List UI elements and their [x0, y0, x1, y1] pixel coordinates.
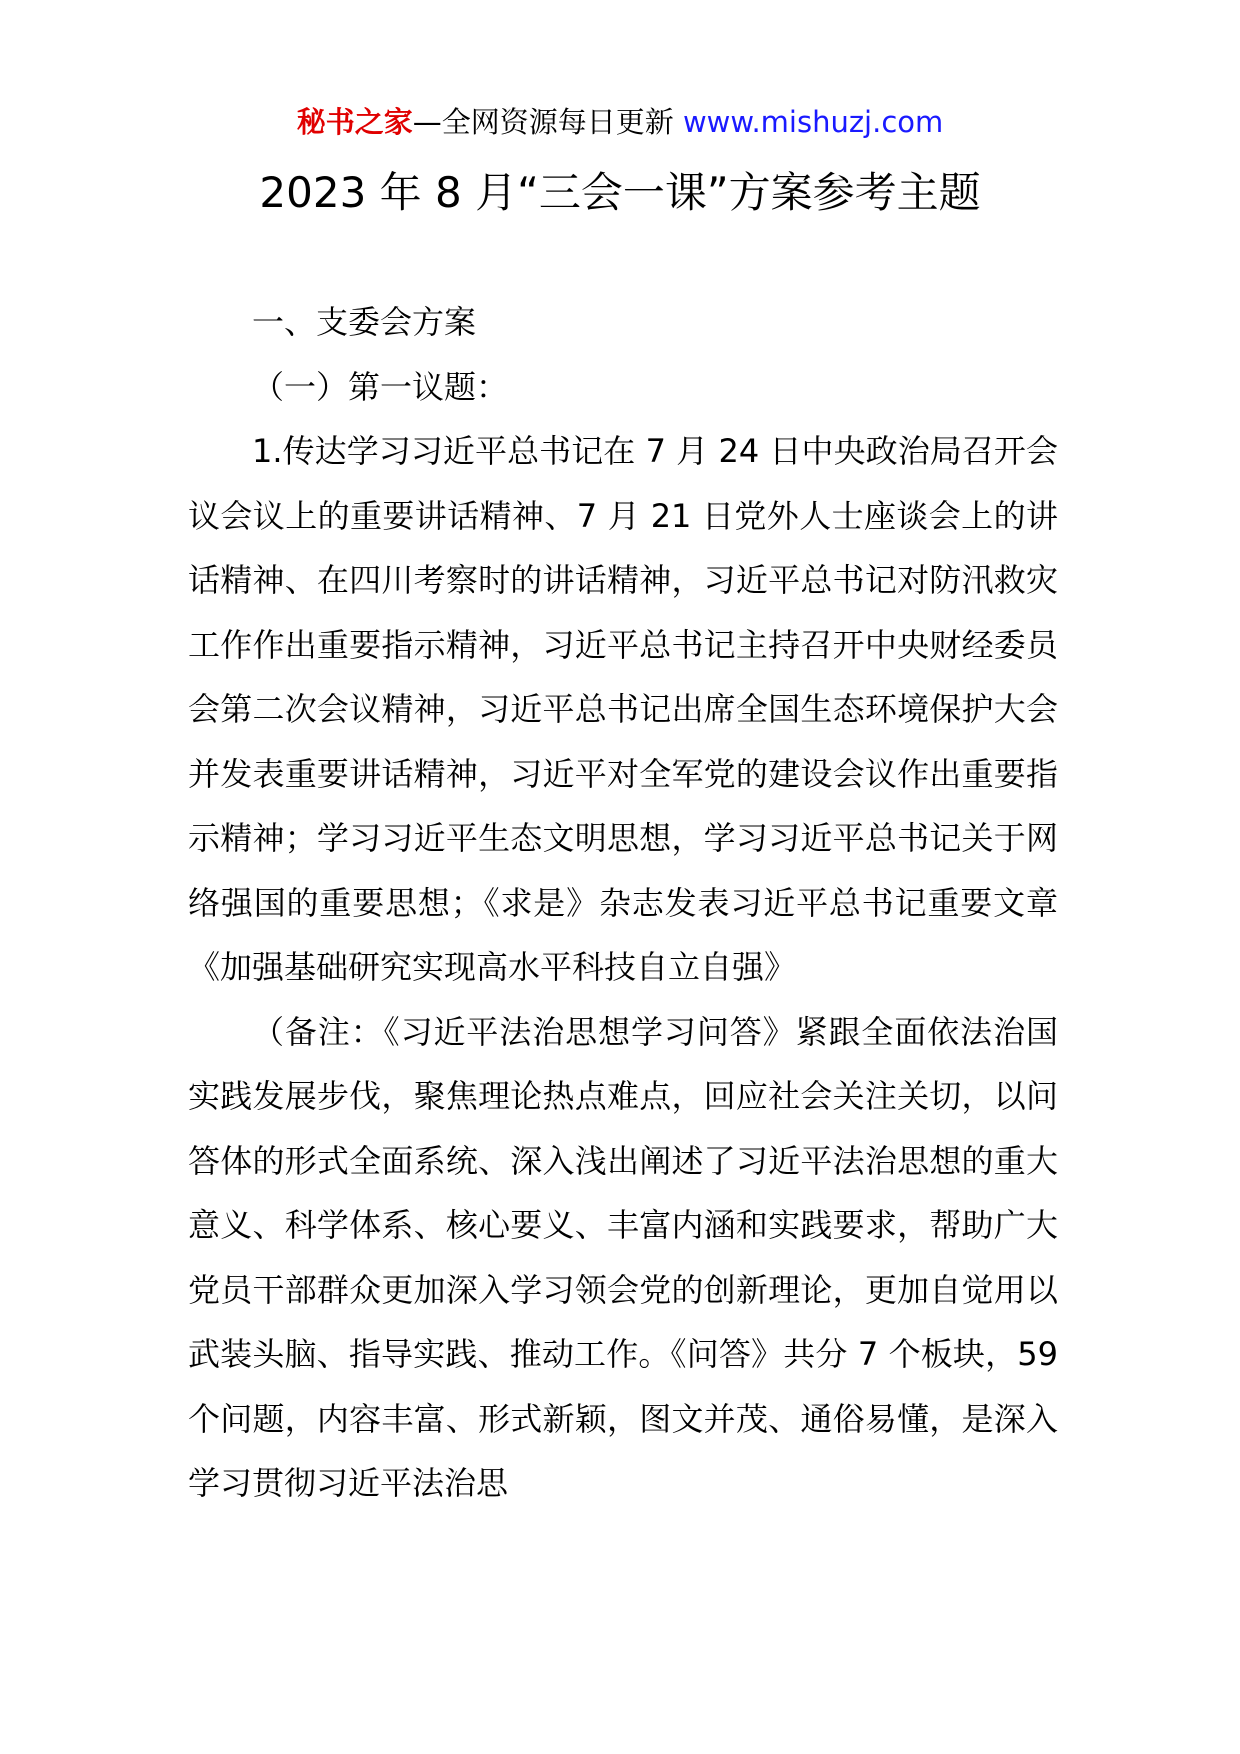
- site-header: [0, 100, 1240, 144]
- agenda-item-paragraph: 1.传达学习习近平总书记在 7 月 24 日中央政治局召开会议会议上的重要讲话精神、7 月 21 日党外人士座谈会上的讲话精神、在四川考察时的讲话精神，习近平总书记对防汛救灾工作作出重要指示精神，习近平总书记主持召开中央财经委员会第二次会议精神，习近平总书记出席全国生态环境保护大会并发表重要讲话精神，习近平对全军党的建设会议作出重要指示精神；学习习近平生态文明思想，学习习近平总书记关于网络强国的重要思想；《求是》杂志发表习近平总书记重要文章《加强基础研究实现高水平科技自立自强》: [188, 432, 1058, 986]
- document-body: [188, 290, 1058, 1516]
- header-tagline: —全网资源每日更新: [412, 105, 683, 139]
- section-heading: 一、支委会方案: [252, 303, 477, 341]
- remark-paragraph: （备注：《习近平法治思想学习问答》紧跟全面依法治国实践发展步伐，聚焦理论热点难点，回应社会关注关切，以问答体的形式全面系统、深入浅出阐述了习近平法治思想的重大意义、科学体系、核心要义、丰富内涵和实践要求，帮助广大党员干部群众更加深入学习领会党的创新理论，更加自觉用以武装头脑、指导实践、推动工作。《问答》共分 7 个板块，59 个问题，内容丰富、形式新颖，图文并茂、通俗易懂，是深入学习贯彻习近平法治思: [188, 1012, 1058, 1502]
- document-title: 2023 年 8 月“三会一课”方案参考主题: [259, 168, 981, 217]
- subsection-heading: （一）第一议题：: [252, 367, 509, 406]
- site-url-link[interactable]: www.mishuzj.com: [682, 105, 944, 139]
- brand-name: 秘书之家: [296, 105, 413, 139]
